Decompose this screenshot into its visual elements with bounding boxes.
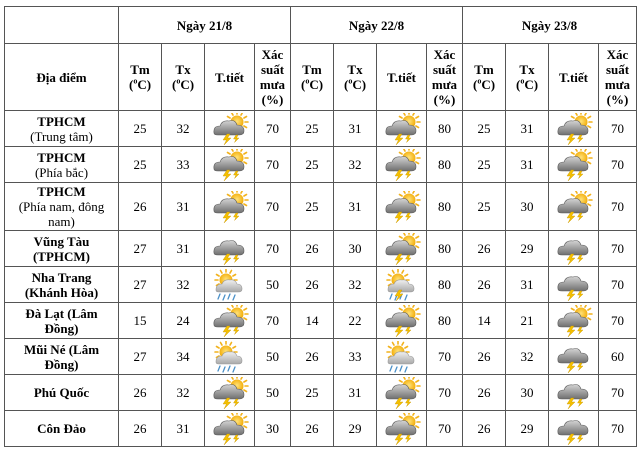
- sun-rain-icon: [205, 269, 254, 301]
- table-row: [5, 375, 637, 411]
- tmin-label: Tm: [302, 62, 322, 77]
- rain-probability-cell: 70: [599, 303, 637, 339]
- location-name: Đà Lạt (Lâm: [25, 305, 98, 321]
- rain-probability-column-header: [427, 44, 463, 111]
- location-name: Phú Quốc: [33, 385, 90, 400]
- weather-cell: [205, 147, 255, 183]
- unit-open: (: [472, 77, 478, 92]
- table-row: [5, 111, 637, 147]
- rain-probability-cell: 50: [255, 267, 291, 303]
- tmin-label: Tm: [474, 62, 494, 77]
- weather-cell: [205, 411, 255, 447]
- tmin-cell: 26: [463, 267, 506, 303]
- tmin-cell: 14: [463, 303, 506, 339]
- tmax-cell: 31: [162, 231, 205, 267]
- location-subname: (Khánh Hòa): [24, 284, 99, 300]
- rain-probability-cell: 70: [255, 303, 291, 339]
- tmax-cell: 31: [334, 111, 377, 147]
- tmax-cell: 24: [162, 303, 205, 339]
- cloud-lightning-icon: [205, 233, 254, 265]
- weather-cell: [377, 339, 427, 375]
- rain-header-line: Xác: [433, 47, 456, 62]
- unit-open: (: [171, 77, 177, 92]
- tmax-cell: 29: [506, 411, 549, 447]
- rain-probability-cell: 50: [255, 375, 291, 411]
- tmin-cell: 14: [291, 303, 334, 339]
- cloud-sun-lightning-icon: [549, 305, 598, 337]
- rain-probability-cell: 80: [427, 303, 463, 339]
- weather-cell: [377, 411, 427, 447]
- weather-cell: [205, 303, 255, 339]
- location-cell: [5, 339, 119, 375]
- tmax-cell: 30: [334, 231, 377, 267]
- weather-cell: [205, 339, 255, 375]
- cloud-sun-lightning-icon: [549, 113, 598, 145]
- location-cell: [5, 303, 119, 339]
- weather-cell: [377, 267, 427, 303]
- tmax-cell: 32: [506, 339, 549, 375]
- tmax-cell: 32: [162, 267, 205, 303]
- tmax-cell: 30: [506, 375, 549, 411]
- weather-column-header: T.tiết: [205, 44, 255, 111]
- cloud-lightning-icon: [549, 233, 598, 265]
- location-cell: [5, 231, 119, 267]
- rain-header-line: suất: [605, 62, 630, 77]
- unit-close: C): [481, 77, 496, 92]
- weather-cell: [205, 111, 255, 147]
- tmax-column-header: [334, 44, 377, 111]
- unit-close: C): [524, 77, 539, 92]
- rain-header-line: mưa: [431, 77, 458, 92]
- rain-probability-cell: 70: [599, 183, 637, 231]
- unit-degree: o: [176, 76, 181, 86]
- location-column-header: Địa điểm: [5, 44, 119, 111]
- cloud-sun-lightning-icon: [205, 113, 254, 145]
- tmin-cell: 26: [119, 375, 162, 411]
- tmin-cell: 26: [291, 267, 334, 303]
- sun-rain-icon: [205, 341, 254, 373]
- weather-cell: [205, 267, 255, 303]
- cloud-sun-lightning-icon: [377, 191, 426, 223]
- tmin-cell: 25: [119, 111, 162, 147]
- rain-header-line: Xác: [606, 47, 629, 62]
- rain-probability-cell: 70: [255, 183, 291, 231]
- cloud-sun-lightning-icon: [549, 149, 598, 181]
- forecast-table: [4, 6, 637, 447]
- location-name: TPHCM: [37, 184, 86, 199]
- tmax-cell: 32: [334, 267, 377, 303]
- location-cell: [5, 183, 119, 231]
- cloud-sun-lightning-icon: [377, 413, 426, 445]
- rain-probability-cell: 50: [255, 339, 291, 375]
- tmax-cell: 31: [334, 375, 377, 411]
- location-subname: Đồng): [44, 320, 79, 336]
- cloud-sun-lightning-icon: [205, 191, 254, 223]
- weather-cell: [377, 111, 427, 147]
- location-cell: [5, 267, 119, 303]
- rain-probability-cell: 60: [599, 339, 637, 375]
- rain-probability-cell: 70: [427, 375, 463, 411]
- unit-degree: o: [305, 76, 310, 86]
- unit-open: (: [300, 77, 306, 92]
- unit-close: C): [352, 77, 367, 92]
- weather-cell: [377, 183, 427, 231]
- rain-header-line: (%): [433, 92, 456, 107]
- tmin-cell: 25: [291, 147, 334, 183]
- rain-probability-cell: 70: [599, 375, 637, 411]
- rain-probability-cell: 80: [427, 111, 463, 147]
- cloud-sun-lightning-icon: [377, 305, 426, 337]
- weather-cell: [377, 231, 427, 267]
- tmin-cell: 26: [463, 375, 506, 411]
- location-subname: (TPHCM): [32, 248, 91, 264]
- tmin-cell: 26: [291, 411, 334, 447]
- rain-probability-column-header: [599, 44, 637, 111]
- table-row: [5, 231, 637, 267]
- tmin-cell: 25: [463, 147, 506, 183]
- rain-probability-cell: 80: [427, 147, 463, 183]
- tmin-cell: 25: [119, 147, 162, 183]
- tmax-cell: 31: [506, 267, 549, 303]
- location-cell: [5, 375, 119, 411]
- unit-close: C): [309, 77, 324, 92]
- rain-probability-cell: 70: [255, 147, 291, 183]
- weather-cell: [377, 303, 427, 339]
- tmax-cell: 32: [162, 375, 205, 411]
- tmin-cell: 27: [119, 339, 162, 375]
- tmax-cell: 21: [506, 303, 549, 339]
- unit-open: (: [128, 77, 134, 92]
- location-subname: Đồng): [44, 356, 79, 372]
- tmin-cell: 26: [291, 231, 334, 267]
- tmax-cell: 32: [162, 111, 205, 147]
- tmin-column-header: [119, 44, 162, 111]
- location-name: Nha Trang: [31, 269, 92, 285]
- tmax-column-header: [162, 44, 205, 111]
- unit-degree: o: [133, 76, 138, 86]
- cloud-sun-lightning-icon: [205, 149, 254, 181]
- tmin-cell: 25: [291, 375, 334, 411]
- weather-cell: [549, 147, 599, 183]
- rain-header-line: mưa: [604, 77, 631, 92]
- tmin-column-header: [463, 44, 506, 111]
- location-name: TPHCM: [37, 149, 86, 165]
- rain-probability-cell: 30: [255, 411, 291, 447]
- rain-header-line: mưa: [259, 77, 286, 92]
- tmax-cell: 22: [334, 303, 377, 339]
- rain-header-line: (%): [261, 92, 284, 107]
- rain-probability-cell: 70: [427, 339, 463, 375]
- tmax-cell: 31: [162, 411, 205, 447]
- weather-cell: [377, 375, 427, 411]
- header-corner: [5, 7, 119, 44]
- rain-probability-cell: 70: [599, 231, 637, 267]
- tmin-cell: 27: [119, 231, 162, 267]
- tmin-cell: 25: [291, 111, 334, 147]
- sun-rain-icon: [377, 341, 426, 373]
- day-header-3: Ngày 23/8: [463, 7, 637, 44]
- cloud-lightning-icon: [549, 413, 598, 445]
- rain-probability-cell: 80: [427, 183, 463, 231]
- weather-cell: [549, 267, 599, 303]
- rain-probability-column-header: [255, 44, 291, 111]
- rain-probability-cell: 70: [599, 147, 637, 183]
- tmin-label: Tm: [130, 62, 150, 77]
- weather-cell: [549, 303, 599, 339]
- tmax-label: Tx: [175, 62, 191, 77]
- tmin-cell: 26: [463, 339, 506, 375]
- tmax-column-header: [506, 44, 549, 111]
- unit-degree: o: [477, 76, 482, 86]
- tmin-cell: 26: [291, 339, 334, 375]
- tmax-cell: 29: [334, 411, 377, 447]
- location-cell: [5, 147, 119, 183]
- weather-column-header: T.tiết: [377, 44, 427, 111]
- unit-close: C): [137, 77, 152, 92]
- cloud-lightning-icon: [549, 377, 598, 409]
- tmin-cell: 26: [119, 411, 162, 447]
- tmax-cell: 34: [162, 339, 205, 375]
- tmin-cell: 25: [291, 183, 334, 231]
- location-name: Mũi Né (Lâm: [23, 341, 100, 357]
- unit-open: (: [515, 77, 521, 92]
- rain-header-line: suất: [432, 62, 457, 77]
- rain-probability-cell: 70: [255, 111, 291, 147]
- weather-cell: [549, 183, 599, 231]
- tmax-cell: 30: [506, 183, 549, 231]
- tmax-cell: 33: [162, 147, 205, 183]
- cloud-lightning-icon: [549, 269, 598, 301]
- table-row: [5, 303, 637, 339]
- forecast-table-wrapper: [4, 6, 637, 447]
- cloud-sun-lightning-icon: [205, 377, 254, 409]
- tmin-cell: 25: [463, 111, 506, 147]
- rain-probability-cell: 70: [599, 411, 637, 447]
- weather-cell: [549, 411, 599, 447]
- tmax-cell: 31: [162, 183, 205, 231]
- cloud-sun-lightning-icon: [377, 113, 426, 145]
- rain-header-line: (%): [606, 92, 629, 107]
- cloud-sun-lightning-icon: [205, 305, 254, 337]
- tmax-cell: 32: [334, 147, 377, 183]
- tmin-cell: 27: [119, 267, 162, 303]
- day-header-1: Ngày 21/8: [119, 7, 291, 44]
- cloud-sun-lightning-icon: [549, 191, 598, 223]
- day-header-2: Ngày 22/8: [291, 7, 463, 44]
- rain-header-line: Xác: [261, 47, 284, 62]
- weather-cell: [549, 375, 599, 411]
- weather-cell: [549, 111, 599, 147]
- location-subname: (Phía nam, đông nam): [18, 199, 105, 229]
- location-subname: (Trung tâm): [30, 128, 93, 144]
- weather-column-header: T.tiết: [549, 44, 599, 111]
- tmin-cell: 26: [463, 231, 506, 267]
- rain-probability-cell: 70: [599, 267, 637, 303]
- location-cell: [5, 111, 119, 147]
- tmin-column-header: [291, 44, 334, 111]
- cloud-sun-lightning-icon: [377, 233, 426, 265]
- rain-probability-cell: 70: [427, 411, 463, 447]
- tmax-label: Tx: [347, 62, 363, 77]
- table-row: [5, 147, 637, 183]
- weather-cell: [377, 147, 427, 183]
- table-row: [5, 339, 637, 375]
- unit-degree: o: [520, 76, 525, 86]
- cloud-sun-lightning-icon: [377, 377, 426, 409]
- weather-cell: [205, 183, 255, 231]
- unit-degree: o: [348, 76, 353, 86]
- tmin-cell: 26: [119, 183, 162, 231]
- cloud-lightning-icon: [549, 341, 598, 373]
- weather-cell: [549, 231, 599, 267]
- rain-probability-cell: 70: [255, 231, 291, 267]
- weather-cell: [549, 339, 599, 375]
- cloud-sun-lightning-icon: [377, 149, 426, 181]
- tmax-cell: 31: [506, 111, 549, 147]
- location-name: Vũng Tàu: [33, 233, 90, 249]
- tmin-cell: 26: [463, 411, 506, 447]
- sun-rain-lightning-icon: [377, 269, 426, 301]
- location-name: Côn Đảo: [37, 421, 86, 436]
- location-name: TPHCM: [37, 113, 86, 129]
- weather-cell: [205, 231, 255, 267]
- rain-probability-cell: 80: [427, 231, 463, 267]
- weather-cell: [205, 375, 255, 411]
- unit-open: (: [343, 77, 349, 92]
- table-row: [5, 411, 637, 447]
- tmax-label: Tx: [519, 62, 535, 77]
- cloud-sun-lightning-icon: [205, 413, 254, 445]
- rain-probability-cell: 80: [427, 267, 463, 303]
- tmax-cell: 33: [334, 339, 377, 375]
- rain-header-line: suất: [260, 62, 285, 77]
- tmax-cell: 29: [506, 231, 549, 267]
- unit-close: C): [180, 77, 195, 92]
- tmax-cell: 31: [506, 147, 549, 183]
- tmin-cell: 15: [119, 303, 162, 339]
- table-row: [5, 183, 637, 231]
- tmax-cell: 31: [334, 183, 377, 231]
- rain-probability-cell: 70: [599, 111, 637, 147]
- tmin-cell: 25: [463, 183, 506, 231]
- table-row: [5, 267, 637, 303]
- location-cell: [5, 411, 119, 447]
- location-subname: (Phía bắc): [34, 164, 89, 180]
